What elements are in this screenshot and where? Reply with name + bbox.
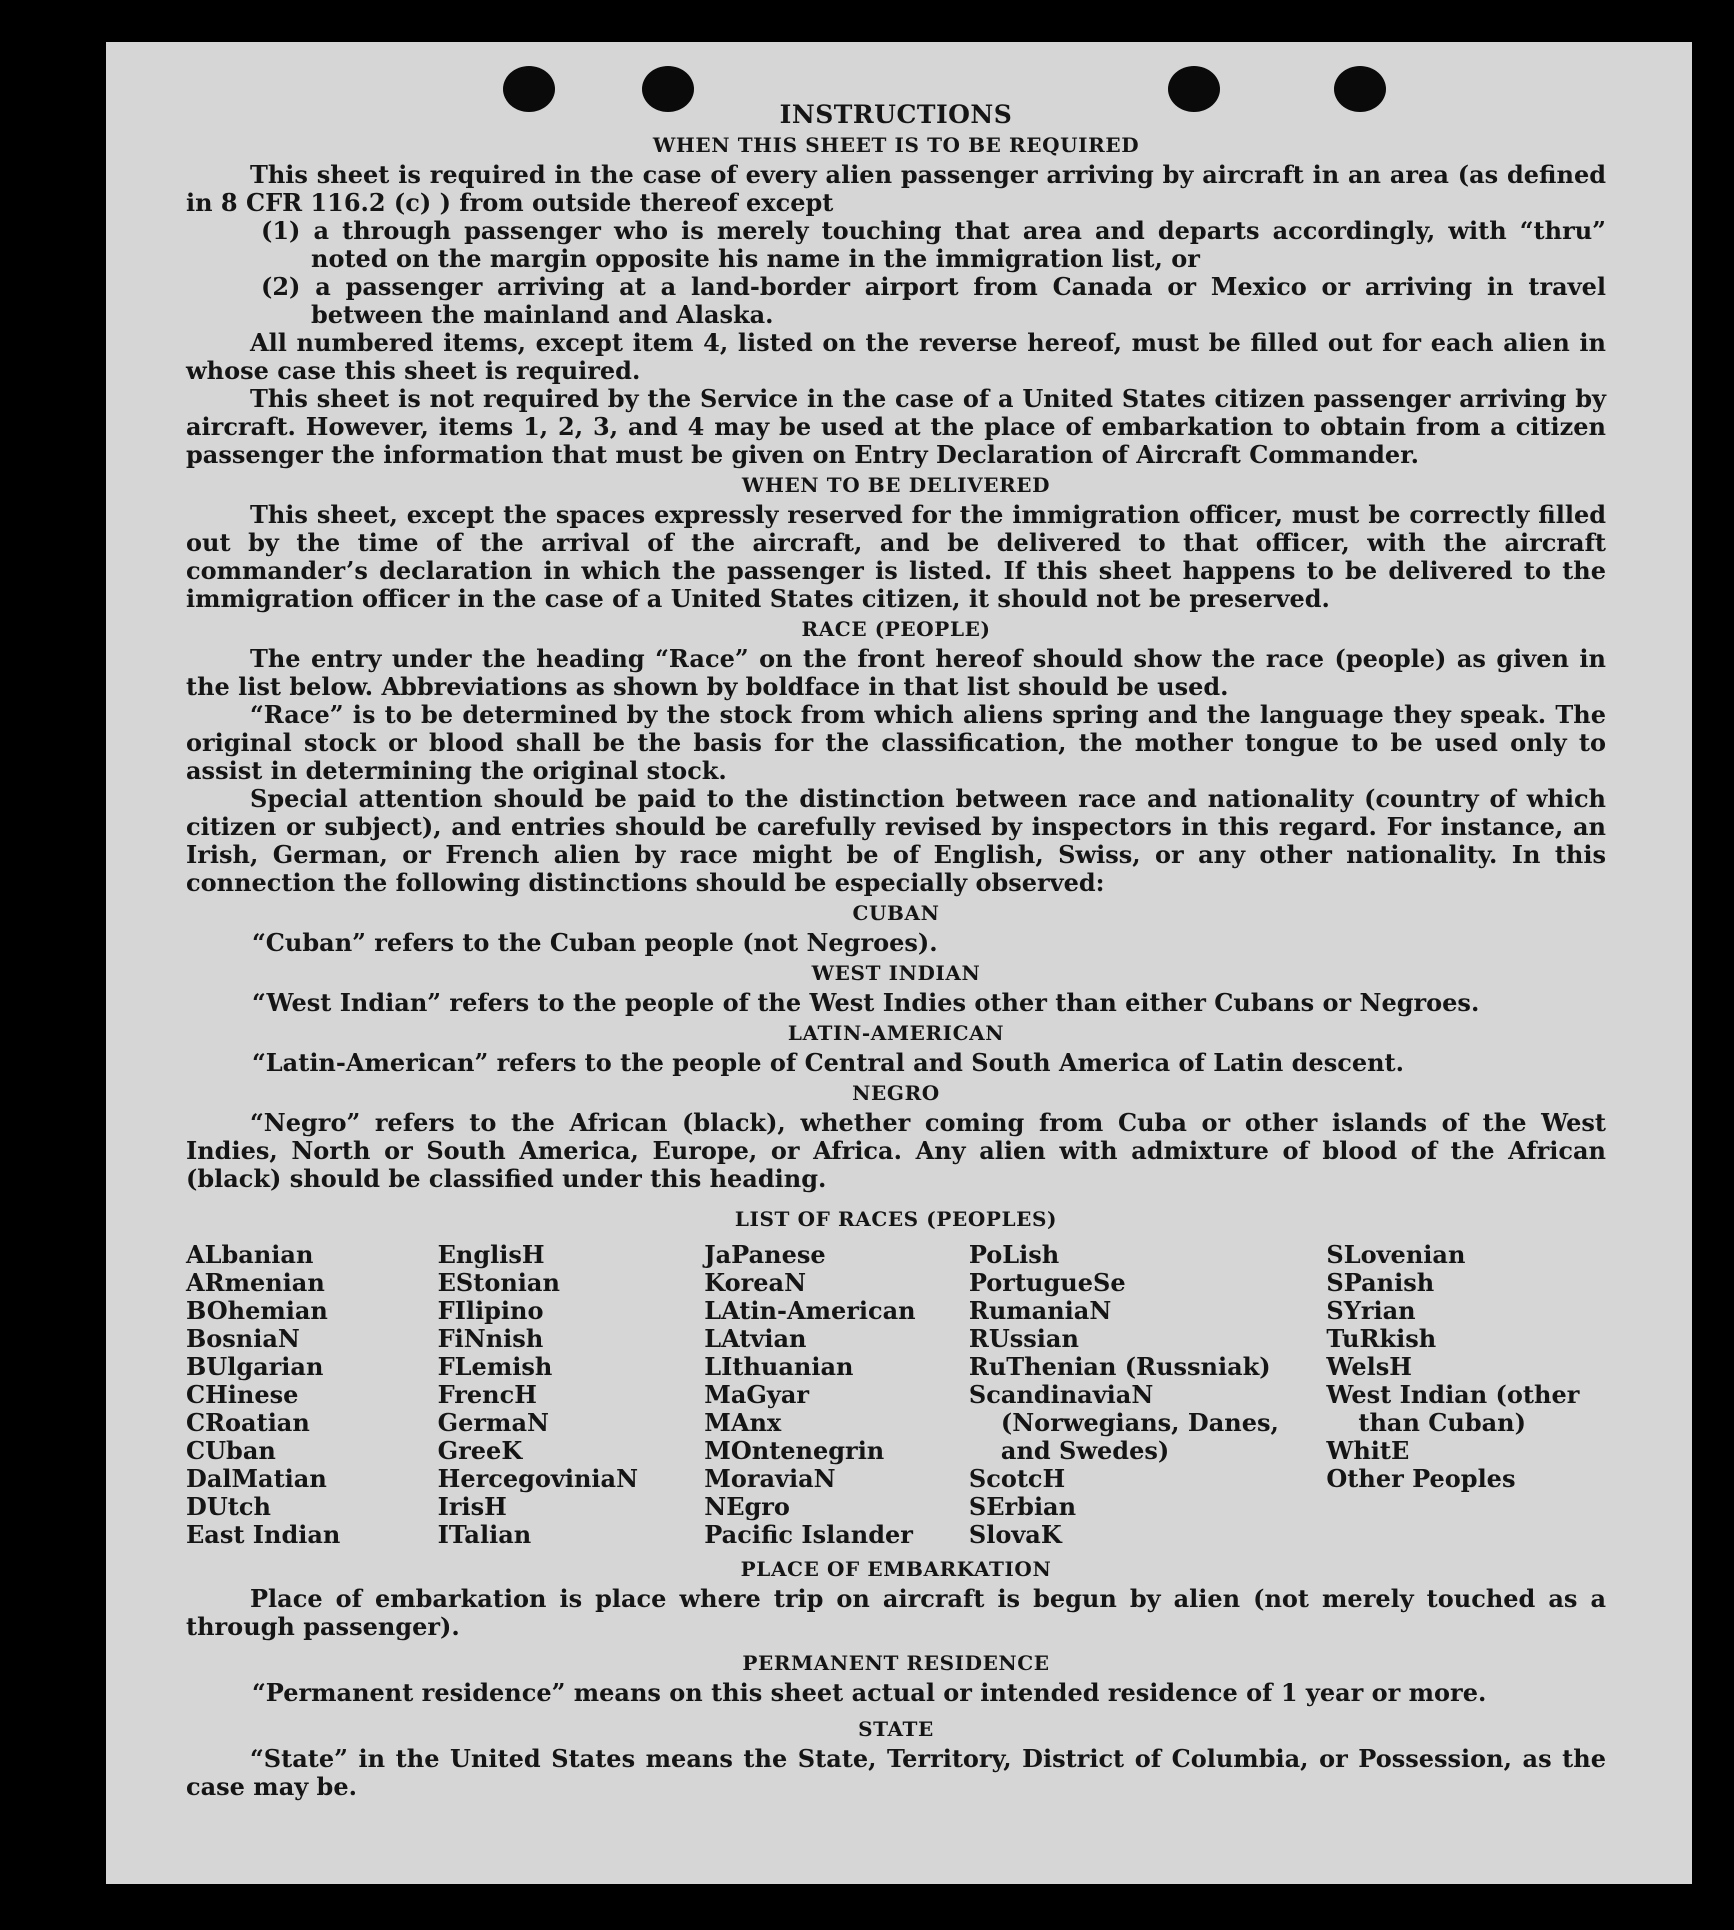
race-item: KoreaN xyxy=(704,1268,807,1297)
section-title-embarkation: PLACE OF EMBARKATION xyxy=(740,1557,1052,1581)
race-item: WelsH xyxy=(1326,1352,1412,1381)
race-item: MOntenegrin xyxy=(704,1436,885,1465)
section-title-state: STATE xyxy=(858,1717,934,1741)
race-item: CRoatian xyxy=(186,1408,310,1437)
races-column xyxy=(438,1241,705,1549)
paragraph: Special attention should be paid to the distinction between race and nationality (country of which citizen or subject), and entries should be carefully revised by inspectors in this regard. For instance, an Irish, German, or French alien by race might be of English, Swiss, or any other nationality. In this connection the following distinctions should be especially observed: xyxy=(186,784,1606,897)
section-title-latin-american: LATIN-AMERICAN xyxy=(787,1021,1005,1045)
definition-residence: “Permanent residence” means on this sheet actual or intended residence of 1 year or more. xyxy=(252,1678,1487,1707)
race-item: FiNnish xyxy=(437,1324,544,1353)
race-item: BOhemian xyxy=(186,1296,328,1325)
race-item: LAtvian xyxy=(704,1324,807,1353)
race-item: SlovaK xyxy=(968,1520,1062,1549)
definition-negro: “Negro” refers to the African (black), whether coming from Cuba or other islands of the West Indies, North or South America, Europe, or Africa. Any alien with admixture of blood of the African (black) should be classified under this heading. xyxy=(186,1108,1606,1193)
race-item: TuRkish xyxy=(1326,1324,1437,1353)
exception-item-1: (1) a through passenger who is merely touching that area and departs accordingly, with “thru” noted on the margin opposite his name in the immigration list, or xyxy=(261,216,1606,273)
definition-latin-american: “Latin-American” refers to the people of Central and South America of Latin descent. xyxy=(252,1048,1404,1077)
section-title-race: RACE (PEOPLE) xyxy=(801,617,991,641)
race-item: ITalian xyxy=(437,1520,532,1549)
race-item: MaGyar xyxy=(704,1380,810,1409)
race-item: PoLish xyxy=(968,1240,1060,1269)
races-column xyxy=(186,1241,438,1549)
race-item: LAtin-American xyxy=(704,1296,916,1325)
document-sheet xyxy=(106,42,1692,1884)
race-item: PortugueSe xyxy=(968,1268,1126,1297)
race-item: SLovenian xyxy=(1326,1240,1466,1269)
race-item: BosniaN xyxy=(186,1324,300,1353)
race-item: MAnx xyxy=(704,1408,782,1437)
section-title-required: WHEN THIS SHEET IS TO BE REQUIRED xyxy=(652,133,1140,157)
race-item: HercegoviniaN xyxy=(437,1464,639,1493)
race-item: BUlgarian xyxy=(186,1352,324,1381)
race-item: SErbian xyxy=(968,1492,1077,1521)
race-item: NEgro xyxy=(704,1492,790,1521)
race-item: CUban xyxy=(186,1436,276,1465)
paragraph: This sheet is not required by the Service in the case of a United States citizen passenger arriving by aircraft. However, items 1, 2, 3, and 4 may be used at the place of embarkation to obtain from a citizen passenger the information that must be given on Entry Declaration of Aircraft Commander. xyxy=(186,384,1606,469)
race-item: EnglisH xyxy=(437,1240,545,1269)
race-item: SYrian xyxy=(1326,1296,1416,1325)
paragraph: This sheet, except the spaces expressly reserved for the immigration officer, must be correctly filled out by the time of the arrival of the aircraft, and be delivered to that officer, with the aircraft commander’s declaration in which the passenger is listed. If this sheet happens to be delivered to the immigration officer in the case of a United States citizen, it should not be preserved. xyxy=(186,500,1606,613)
race-item: RUssian xyxy=(968,1324,1079,1353)
race-item: FrencH xyxy=(437,1380,537,1409)
race-item: EStonian xyxy=(437,1268,560,1297)
section-title-residence: PERMANENT RESIDENCE xyxy=(742,1651,1050,1675)
paragraph: The entry under the heading “Race” on the front hereof should show the race (people) as given in the list below. Abbreviations as shown by boldface in that list should be used. xyxy=(186,644,1606,701)
race-item: LIthuanian xyxy=(704,1352,854,1381)
paragraph: “Race” is to be determined by the stock from which aliens spring and the language they speak. The original stock or blood shall be the basis for the classification, the mother tongue to be used only to assist in determining the original stock. xyxy=(186,700,1606,785)
race-item: DalMatian xyxy=(186,1464,327,1493)
race-item: SPanish xyxy=(1326,1268,1435,1297)
race-item: ALbanian xyxy=(186,1240,314,1269)
section-title-delivered: WHEN TO BE DELIVERED xyxy=(741,473,1051,497)
races-column xyxy=(969,1241,1327,1549)
races-list-title: LIST OF RACES (PEOPLES) xyxy=(734,1207,1058,1231)
races-column xyxy=(1326,1241,1606,1549)
definition-state: “State” in the United States means the State, Territory, District of Columbia, or Possession, as the case may be. xyxy=(186,1744,1606,1801)
race-item: WhitE xyxy=(1326,1436,1410,1465)
race-item: East Indian xyxy=(186,1520,341,1549)
definition-west-indian: “West Indian” refers to the people of the West Indies other than either Cubans or Negroes. xyxy=(252,988,1480,1017)
race-item: DUtch xyxy=(186,1492,271,1521)
race-item: Pacific Islander xyxy=(704,1520,913,1549)
races-column xyxy=(704,1241,969,1549)
section-title-west-indian: WEST INDIAN xyxy=(811,961,981,985)
paragraph: This sheet is required in the case of every alien passenger arriving by aircraft in an area (as defined in 8 CFR 116.2 (c) ) from outside thereof except xyxy=(186,160,1606,217)
section-title-negro: NEGRO xyxy=(852,1081,940,1105)
definition-embarkation: Place of embarkation is place where trip on aircraft is begun by alien (not merely touched as a through passenger). xyxy=(186,1584,1606,1641)
race-item: FLemish xyxy=(437,1352,553,1381)
race-item: MoraviaN xyxy=(704,1464,836,1493)
instructions-text xyxy=(186,100,1606,1801)
race-item: West Indian (other than Cuban) xyxy=(1326,1380,1580,1437)
section-title-cuban: CUBAN xyxy=(852,901,940,925)
race-item: RumaniaN xyxy=(968,1296,1112,1325)
race-item: IrisH xyxy=(437,1492,507,1521)
race-item: ARmenian xyxy=(186,1268,325,1297)
race-item: Other Peoples xyxy=(1326,1464,1516,1493)
paragraph: All numbered items, except item 4, listed on the reverse hereof, must be filled out for each alien in whose case this sheet is required. xyxy=(186,328,1606,385)
race-item: ScandinaviaN (Norwegians, Danes, and Swedes) xyxy=(968,1380,1279,1465)
race-item: GreeK xyxy=(437,1436,523,1465)
race-item: ScotcH xyxy=(968,1464,1066,1493)
race-item: RuThenian (Russniak) xyxy=(968,1352,1271,1381)
race-item: CHinese xyxy=(186,1380,299,1409)
race-item: FIlipino xyxy=(437,1296,544,1325)
race-item: JaPanese xyxy=(704,1240,826,1269)
definition-cuban: “Cuban” refers to the Cuban people (not Negroes). xyxy=(252,928,938,957)
exception-item-2: (2) a passenger arriving at a land-border airport from Canada or Mexico or arriving in travel between the mainland and Alaska. xyxy=(261,272,1606,329)
races-list xyxy=(186,1241,1606,1549)
page-title: INSTRUCTIONS xyxy=(779,100,1013,129)
race-item: GermaN xyxy=(437,1408,549,1437)
